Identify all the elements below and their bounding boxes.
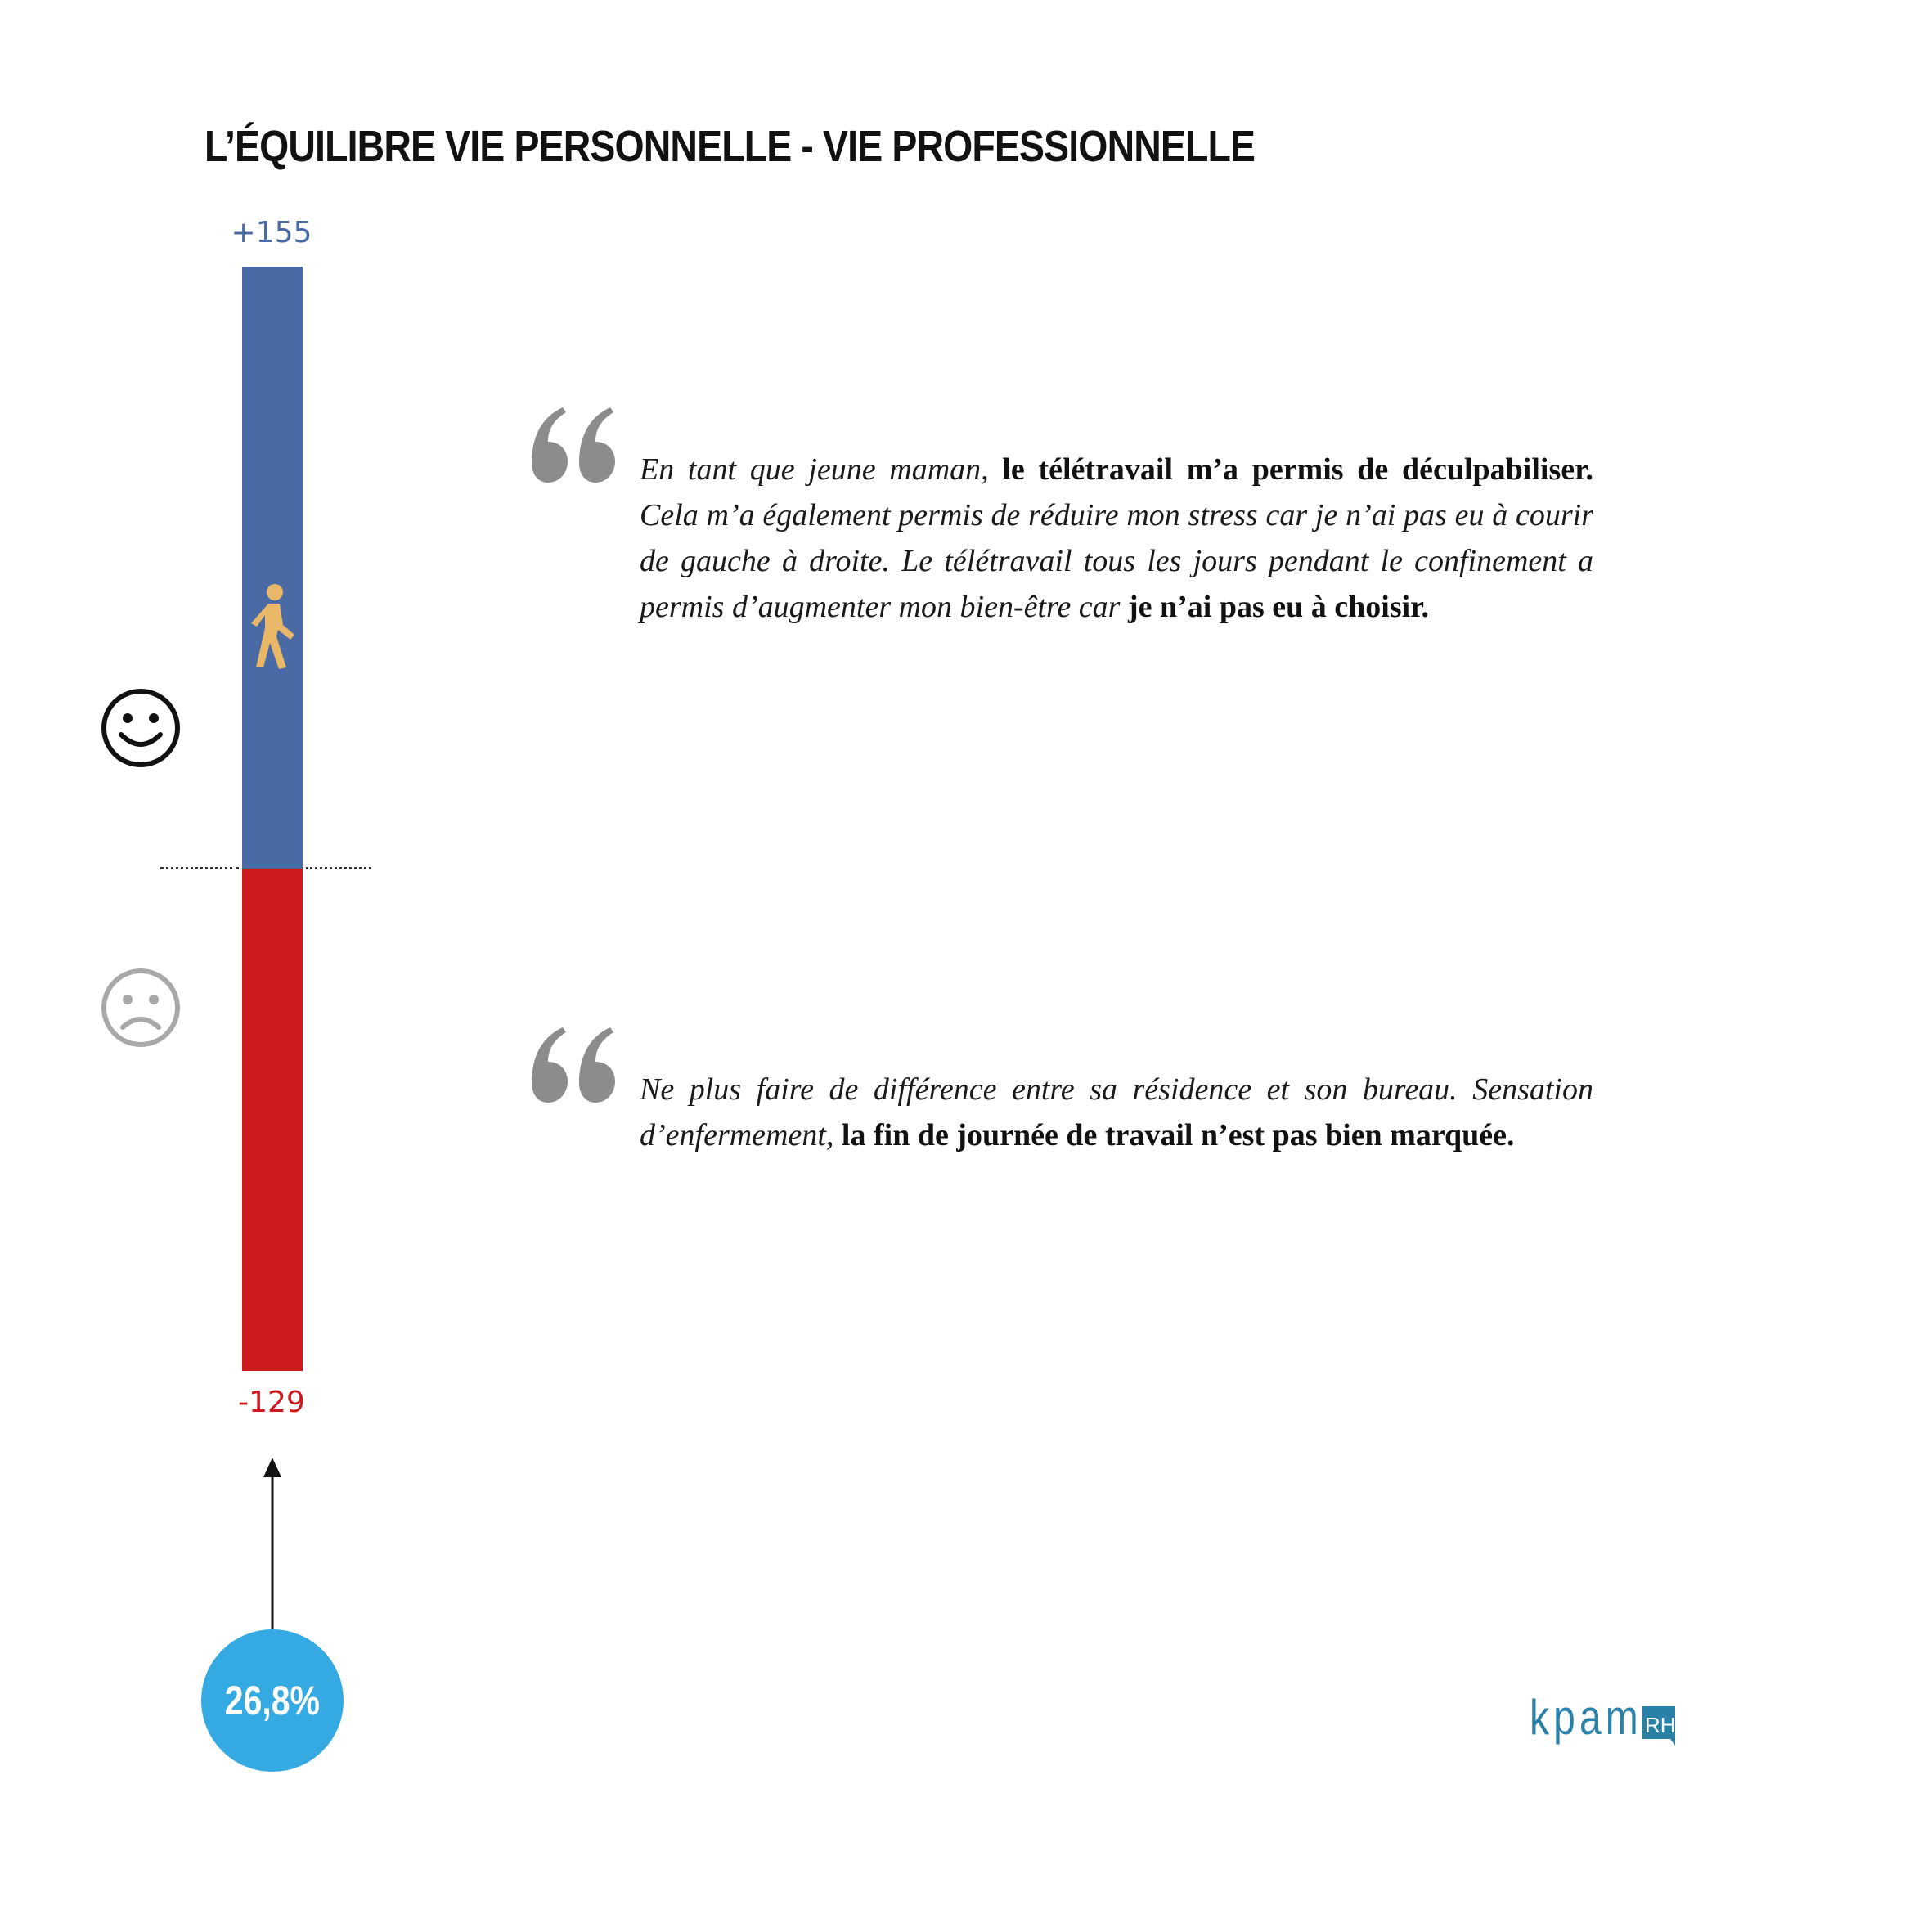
zero-line-right xyxy=(306,867,371,869)
page-title: L’ÉQUILIBRE VIE PERSONNELLE - VIE PROFESSIONNELLE xyxy=(204,122,1256,171)
quote-run: En tant que jeune maman, xyxy=(640,452,1003,487)
up-arrow-icon xyxy=(258,1458,286,1634)
quote-run: Ne plus faire de différence entre sa résidence et son bureau. Sensation d’enfermement, xyxy=(640,1072,1593,1152)
logo-badge-text: RH xyxy=(1645,1713,1676,1737)
quote-emphasis: je n’ai pas eu à choisir. xyxy=(1127,590,1430,624)
scale-bottom-label: -129 xyxy=(238,1386,305,1419)
quote-text-1 xyxy=(640,447,1593,630)
quote-mark-icon xyxy=(523,404,625,486)
happy-face-icon xyxy=(98,685,183,771)
quote-mark-icon xyxy=(523,1024,625,1106)
negative-bar xyxy=(242,869,303,1371)
walking-person-icon xyxy=(240,582,304,672)
percentage-value: 26,8% xyxy=(224,1678,321,1723)
quote-text-2 xyxy=(640,1067,1593,1158)
sad-face-icon xyxy=(98,965,183,1050)
logo-text: kpam xyxy=(1530,1692,1638,1746)
percentage-badge xyxy=(201,1629,344,1772)
kpam-rh-logo xyxy=(1530,1692,1677,1750)
positive-bar xyxy=(242,267,303,869)
quote-emphasis: la fin de journée de travail n’est pas bien marquée. xyxy=(841,1118,1515,1152)
quote-emphasis: le télétravail m’a permis de déculpabiliser. xyxy=(1002,452,1593,487)
scale-top-label: +155 xyxy=(231,216,312,249)
quote-run: Cela m’a également permis de réduire mon stress car je n’ai pas eu à courir de gauche à droite. Le télétravail tous les jours pendant le confinement a permis d’augmenter mon bien-être car xyxy=(640,498,1593,624)
zero-line-left xyxy=(160,867,239,869)
